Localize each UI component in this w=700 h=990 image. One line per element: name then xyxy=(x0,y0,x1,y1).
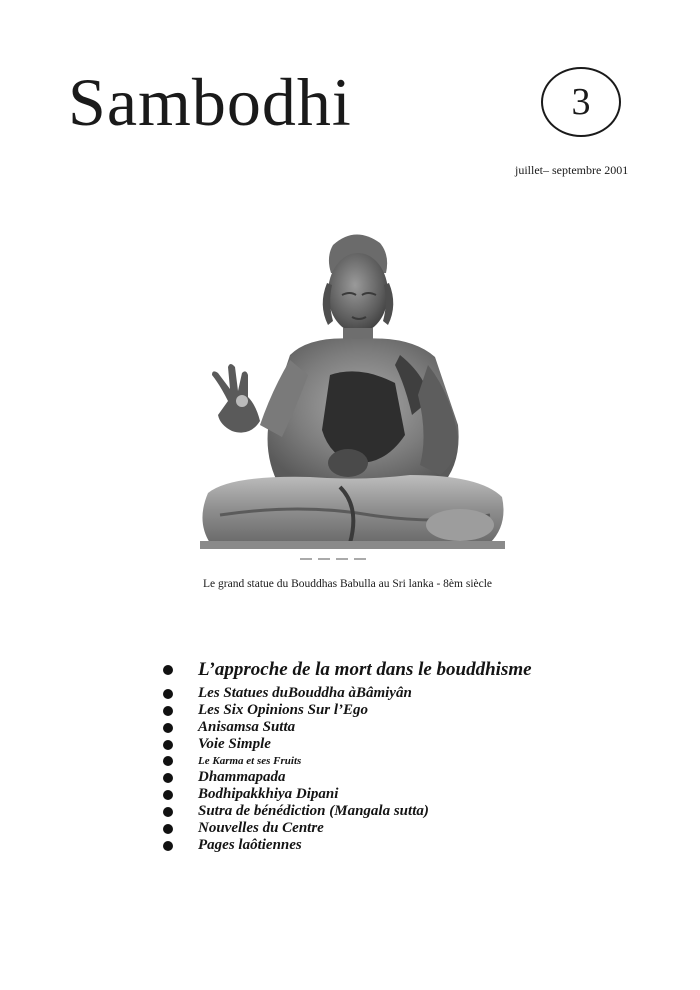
contents-item-label: Bodhipakkhiya Dipani xyxy=(198,786,339,802)
contents-item-label: Le Karma et ses Fruits xyxy=(198,755,302,767)
bullet-icon xyxy=(163,665,173,675)
contents-item xyxy=(163,803,532,820)
contents-item-label: Dhammapada xyxy=(198,769,286,785)
contents-item xyxy=(163,685,532,702)
bullet-icon xyxy=(163,723,173,733)
contents-item-label: Anisamsa Sutta xyxy=(198,719,296,735)
magazine-title: Sambodhi xyxy=(68,64,352,140)
contents-item xyxy=(163,702,532,719)
contents-lead-item xyxy=(163,655,532,685)
bullet-icon xyxy=(163,841,173,851)
contents-item xyxy=(163,753,532,769)
buddha-statue-icon xyxy=(190,225,510,570)
contents-item-label: L’approche de la mort dans le bouddhisme xyxy=(198,659,532,680)
bullet-icon xyxy=(163,824,173,834)
bullet-icon xyxy=(163,807,173,817)
table-of-contents xyxy=(163,655,532,854)
contents-item xyxy=(163,736,532,753)
issue-number: 3 xyxy=(571,81,591,123)
contents-item-label: Voie Simple xyxy=(198,736,271,752)
issue-date: juillet– septembre 2001 xyxy=(515,163,629,177)
contents-item xyxy=(163,837,532,854)
bullet-icon xyxy=(163,706,173,716)
bullet-icon xyxy=(163,756,173,766)
issue-number-badge xyxy=(541,67,621,137)
contents-item-label: Nouvelles du Centre xyxy=(198,820,324,836)
bullet-icon xyxy=(163,689,173,699)
contents-item xyxy=(163,769,532,786)
contents-item xyxy=(163,820,532,837)
contents-item-label: Les Six Opinions Sur l’Ego xyxy=(198,702,369,718)
contents-item xyxy=(163,786,532,803)
contents-item-label: Sutra de bénédiction (Mangala sutta) xyxy=(198,803,429,819)
bullet-icon xyxy=(163,790,173,800)
contents-item-label: Pages laôtiennes xyxy=(198,837,302,853)
contents-item xyxy=(163,719,532,736)
photo-caption: Le grand statue du Bouddhas Babulla au Sri lanka - 8èm siècle xyxy=(203,578,493,590)
bullet-icon xyxy=(163,740,173,750)
bullet-icon xyxy=(163,773,173,783)
buddha-statue-photo xyxy=(190,225,510,570)
contents-item-label: Les Statues duBouddha àBâmiyân xyxy=(198,685,412,701)
